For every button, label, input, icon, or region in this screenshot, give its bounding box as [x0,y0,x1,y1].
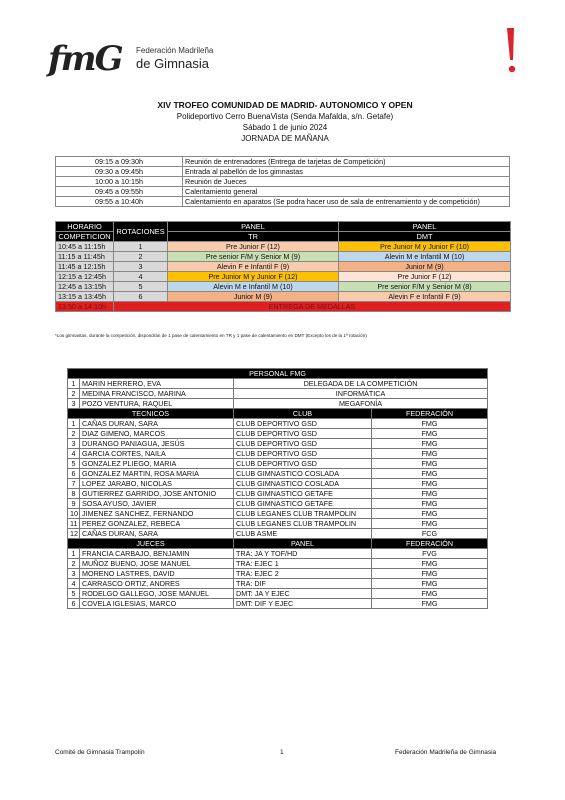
schedule-description: Calentamiento en aparatos (Se podra hacer uso de sala de entrenamiento y de competición) [183,197,510,207]
tecnico-club: CLUB DEPORTIVO GSD [234,439,372,449]
panel-dmt-group: Junior M (9) [339,262,511,272]
tecnico-row [68,449,488,459]
row-number: 2 [68,559,80,569]
juez-row [68,589,488,599]
tecnico-name: LOPEZ JARABO, NICOLAS [80,479,234,489]
schedule-row [56,177,510,187]
tecnico-federation: FMG [372,449,488,459]
tecnico-federation: FMG [372,489,488,499]
juez-federation: FMG [372,559,488,569]
row-number: 3 [68,399,80,409]
tecnico-federation: FMG [372,419,488,429]
tecnico-federation: FMG [372,519,488,529]
tecnico-federation: FMG [372,509,488,519]
juez-federation: FMG [372,579,488,589]
personal-role: INFORMÁTICA [234,389,488,399]
juez-name: MUÑOZ BUENO, JOSE MANUEL [80,559,234,569]
schedule-description: Calentamiento general [183,187,510,197]
event-venue: Polideportivo Cerro BuenaVista (Senda Mafalda, s/n. Getafe) [176,112,394,121]
jueces-header: JUECES [68,539,234,549]
tecnico-row [68,499,488,509]
rotation-time: 10:45 a 11:15h [56,242,114,252]
juez-panel: DMT: DIF Y EJEC [234,599,372,609]
schedule-row [56,157,510,167]
rotation-row [56,272,511,282]
personal-name: POZO VENTURA, RAQUEL [80,399,234,409]
tecnico-row [68,519,488,529]
tecnico-club: CLUB ASME [234,529,372,539]
juez-row [68,599,488,609]
schedule-row [56,197,510,207]
schedule-row [56,187,510,197]
row-number: 2 [68,389,80,399]
rotation-number: 1 [114,242,168,252]
tecnico-row [68,459,488,469]
tecnico-name: DIAZ GIMENO, MARCOS [80,429,234,439]
juez-name: FRANCIA CARBAJO, BENJAMIN [80,549,234,559]
rotation-row [56,252,511,262]
tecnico-club: CLUB GIMNASTICO COSLADA [234,469,372,479]
panel-dmt-group: Alevin M e Infantil M (10) [339,252,511,262]
rotation-number: 2 [114,252,168,262]
juez-name: COVELA IGLESIAS, MARCO [80,599,234,609]
juez-panel: TRA: DIF [234,579,372,589]
section-header-row [68,409,488,419]
tecnico-club: CLUB LEGANES CLUB TRAMPOLIN [234,519,372,529]
tecnico-row [68,509,488,519]
row-number: 6 [68,599,80,609]
tecnico-federation: FMG [372,479,488,489]
tecnico-club: CLUB GIMNASTICO GETAFE [234,489,372,499]
personal-role: MEGAFONÍA [234,399,488,409]
medal-time: 13:50 a 14:10h [56,302,114,312]
juez-row [68,569,488,579]
tecnico-club: CLUB GIMNASTICO COSLADA [234,479,372,489]
event-date: Sábado 1 de junio 2024 [242,123,328,132]
rotation-number: 6 [114,292,168,302]
medal-label: ENTREGA DE MEDALLAS [114,302,511,312]
juez-federation: FVG [372,549,488,559]
tecnico-row [68,479,488,489]
row-number: 1 [68,419,80,429]
personal-row [68,399,488,409]
rotation-row [56,292,511,302]
logo-mark: fmG [48,39,122,79]
panel-tr-group: Pre Junior F (12) [168,242,339,252]
tecnicos-header: TECNICOS [68,409,234,419]
footer-committee: Comité de Gimnasia Trampolín [55,749,145,756]
tecnico-name: PEREZ GONZALEZ, REBECA [80,519,234,529]
tecnico-club: CLUB LEGANES CLUB TRAMPOLIN [234,509,372,519]
personal-row [68,379,488,389]
staff-table [67,368,488,609]
tecnico-row [68,489,488,499]
row-number: 9 [68,499,80,509]
tecnico-federation: FMG [372,469,488,479]
exclamation-logo-icon [505,26,519,76]
juez-row [68,559,488,569]
row-number: 5 [68,589,80,599]
tecnico-club: CLUB DEPORTIVO GSD [234,449,372,459]
juez-panel: DMT: JA Y EJEC [234,589,372,599]
schedule-time: 10:00 a 10:15h [56,177,183,187]
footer-federation: Federación Madrileña de Gimnasia [395,749,497,756]
schedule-row [56,167,510,177]
tecnico-federation: FMG [372,429,488,439]
tecnico-row [68,469,488,479]
panel-tr-group: Alevin F e Infantil F (9) [168,262,339,272]
header-competicion: COMPETICION [56,232,114,242]
header-horario: HORARIO [56,222,114,232]
panel-dmt-group: Pre Junior M y Junior F (10) [339,242,511,252]
juez-row [68,549,488,559]
rotation-time: 11:45 a 12:15h [56,262,114,272]
row-number: 8 [68,489,80,499]
personal-name: MARIN HERRERO, EVA [80,379,234,389]
federation-logo [48,34,214,82]
rotation-time: 13:15 a 13:45h [56,292,114,302]
row-number: 5 [68,459,80,469]
schedule-description: Reunión de entrenadores (Entrega de tarjetas de Competición) [183,157,510,167]
schedule-time: 09:15 a 09:30h [56,157,183,167]
rotations-table [55,221,511,312]
schedule-table [55,156,510,207]
row-number: 3 [68,439,80,449]
juez-panel: TRA: EJEC 2 [234,569,372,579]
tecnico-federation: FMG [372,459,488,469]
footer-page-number: 1 [280,749,284,756]
juez-name: CARRASCO ORTIZ, ANDRES [80,579,234,589]
personal-row [68,389,488,399]
club-header: CLUB [234,409,372,419]
schedule-description: Entrada al pabellón de los gimnastas [183,167,510,177]
rotation-number: 5 [114,282,168,292]
tecnico-name: DURANGO PANIAGUA, JESÚS [80,439,234,449]
tecnico-name: CAÑAS DURAN, SARA [80,529,234,539]
panel-tr-group: Pre senior F/M y Senior M (9) [168,252,339,262]
juez-name: RODELGO GALLEGO, JOSE MANUEL [80,589,234,599]
schedule-time: 09:45 a 09:55h [56,187,183,197]
section-header-row [68,539,488,549]
panel-tr-group: Alevin M e Infantil M (10) [168,282,339,292]
panel-tr-group: Pre Junior M y Junior F (12) [168,272,339,282]
rotation-number: 4 [114,272,168,282]
panel-dmt-group: Alevin F e Infantil F (9) [339,292,511,302]
personal-header: PERSONAL FMG [68,369,488,379]
tecnico-row [68,429,488,439]
tecnico-name: GONZALEZ MARTIN, ROSA MARIA [80,469,234,479]
rotation-row [56,242,511,252]
header-tr: TR [168,232,339,242]
row-number: 11 [68,519,80,529]
row-number: 10 [68,509,80,519]
header-panel-dmt: PANEL [339,222,511,232]
medal-ceremony-row [56,302,511,312]
tecnico-club: CLUB GIMNASTICO GETAFE [234,499,372,509]
tecnico-name: GONZALEZ PLIEGO, MARIA [80,459,234,469]
row-number: 3 [68,569,80,579]
tecnico-federation: FMG [372,499,488,509]
tecnico-club: CLUB DEPORTIVO GSD [234,419,372,429]
logo-line2: de Gimnasia [136,56,209,71]
juez-name: MORENO LASTRES, DAVID [80,569,234,579]
juez-federation: FMG [372,589,488,599]
logo-line1: Federación Madrileña [136,46,214,55]
schedule-time: 09:55 a 10:40h [56,197,183,207]
row-number: 6 [68,469,80,479]
juez-federation: FMG [372,599,488,609]
juez-panel: TRA: EJEC 1 [234,559,372,569]
row-number: 1 [68,549,80,559]
federation-header: FEDERACIÓN [372,539,488,549]
tecnico-name: GUTIERREZ GARRIDO, JOSE ANTONIO [80,489,234,499]
tecnico-name: CAÑAS DURAN, SARA [80,419,234,429]
juez-federation: FMG [372,569,488,579]
tecnico-name: SOSA AYUSO, JAVIER [80,499,234,509]
event-title: XIV TROFEO COMUNIDAD DE MADRID- AUTONOMICO Y OPEN [157,100,413,110]
row-number: 12 [68,529,80,539]
tecnico-club: CLUB DEPORTIVO GSD [234,459,372,469]
rotation-time: 11:15 a 11:45h [56,252,114,262]
panel-tr-group: Junior M (9) [168,292,339,302]
row-number: 7 [68,479,80,489]
schedule-time: 09:30 a 09:45h [56,167,183,177]
rotation-time: 12:15 a 12:45h [56,272,114,282]
rotation-time: 12:45 a 13:15h [56,282,114,292]
tecnico-club: CLUB DEPORTIVO GSD [234,429,372,439]
panel-header: PANEL [234,539,372,549]
rotation-number: 3 [114,262,168,272]
tecnico-federation: FMG [372,439,488,449]
tecnico-row [68,439,488,449]
tecnico-name: JIMENEZ SANCHEZ, FERNANDO [80,509,234,519]
header-rotaciones: ROTACIONES [114,222,168,242]
row-number: 2 [68,429,80,439]
footnote: *Los gimnastas, durante la competición, dispondrán de 1 pase de calentamiento en TR y 1 pase de calentamiento en DMT (Excepto los de la 1ª rotación) [55,333,367,338]
header-panel-tr: PANEL [168,222,339,232]
personal-name: MEDINA FRANCISCO, MARINA [80,389,234,399]
event-session: JORNADA DE MAÑANA [241,134,329,143]
panel-dmt-group: Pre senior F/M y Senior M (8) [339,282,511,292]
header-dmt: DMT [339,232,511,242]
row-number: 1 [68,379,80,389]
schedule-description: Reunión de Jueces [183,177,510,187]
tecnico-row [68,529,488,539]
federation-header: FEDERACIÓN [372,409,488,419]
row-number: 4 [68,449,80,459]
rotation-row [56,262,511,272]
tecnico-federation: FCG [372,529,488,539]
panel-dmt-group: Pre Junior F (12) [339,272,511,282]
tecnico-name: GARCIA CORTES, NAILA [80,449,234,459]
juez-row [68,579,488,589]
rotation-row [56,282,511,292]
row-number: 4 [68,579,80,589]
tecnico-row [68,419,488,429]
juez-panel: TRA: JA Y TOF/HD [234,549,372,559]
personal-role: DELEGADA DE LA COMPETICIÓN [234,379,488,389]
